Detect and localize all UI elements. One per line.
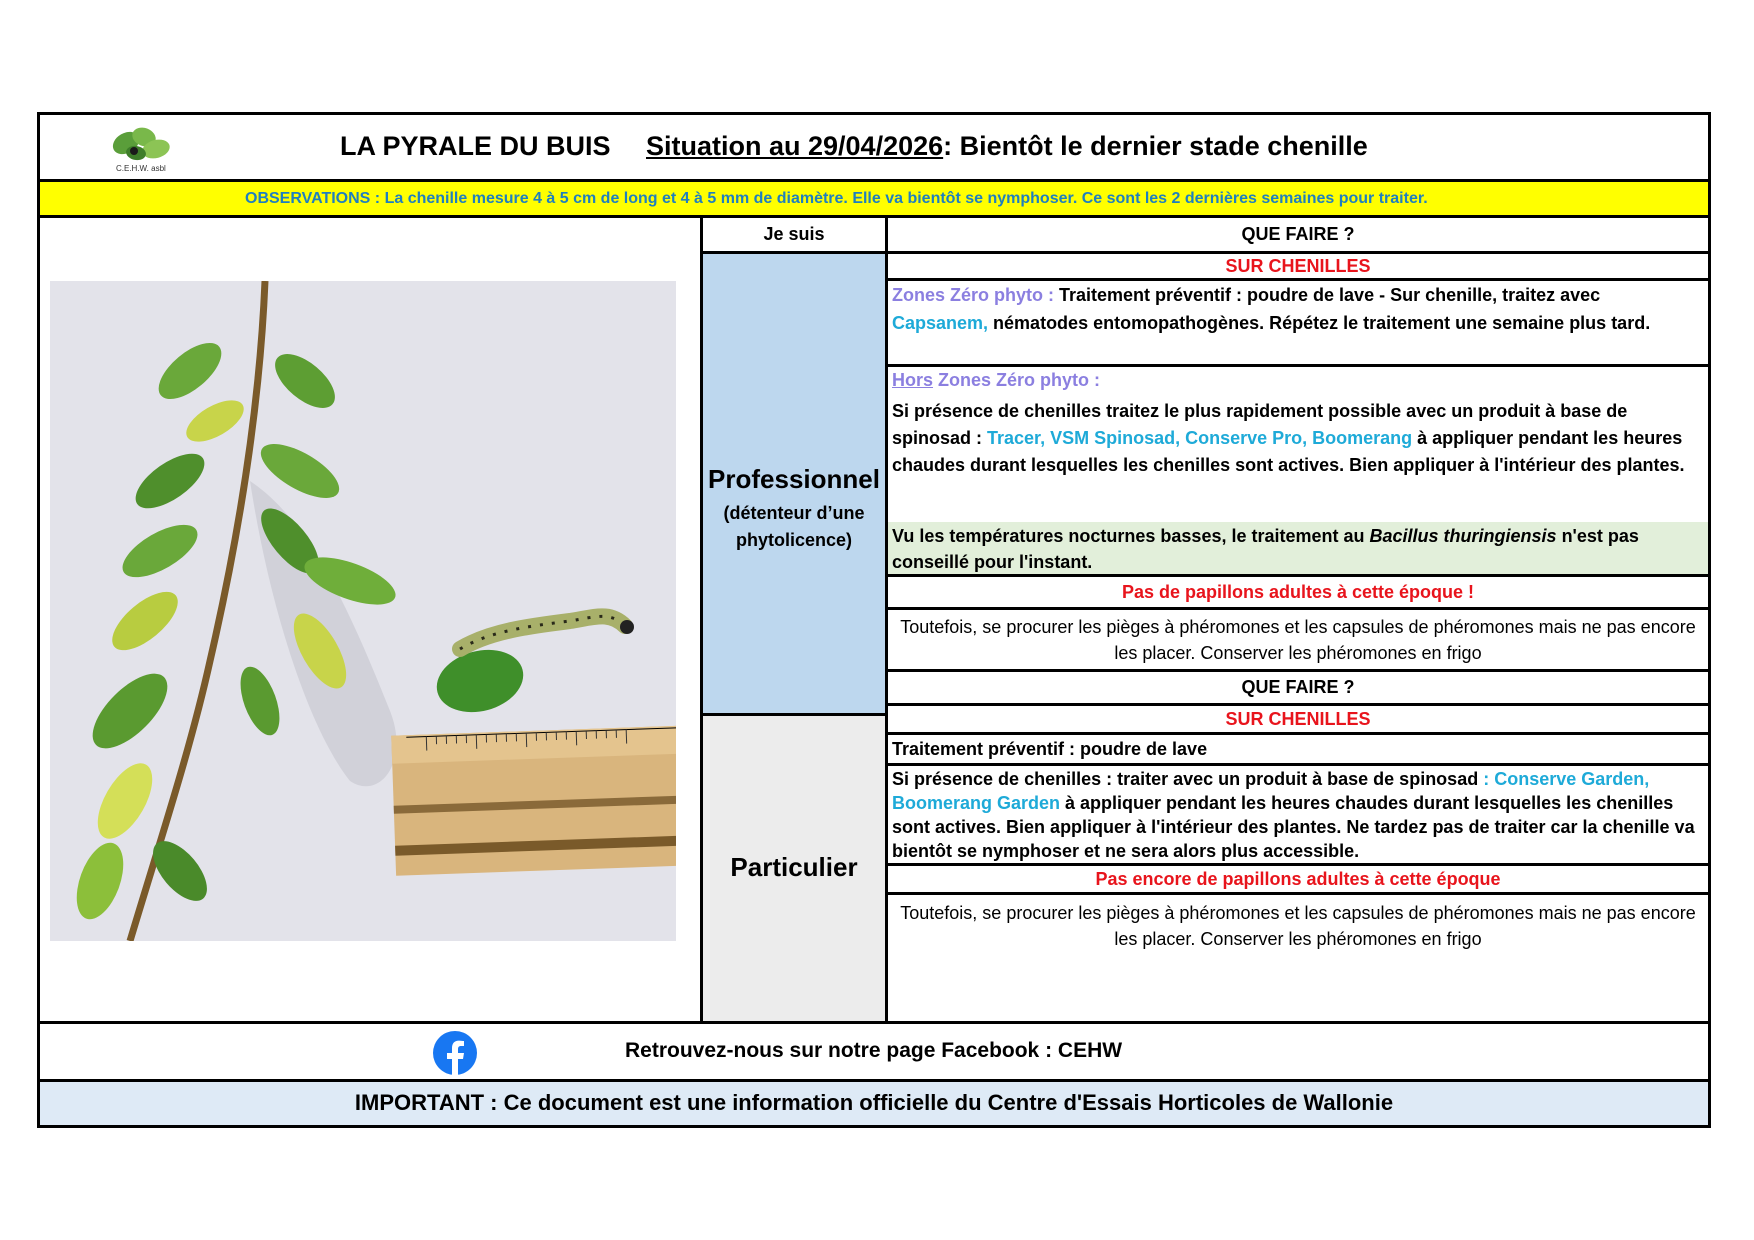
pro-papillons: Pas de papillons adultes à cette époque !: [888, 577, 1708, 610]
part-presence-text-1: Si présence de chenilles : traiter avec un produit à base de spinosad: [892, 769, 1484, 789]
important-banner: IMPORTANT : Ce document est une information officielle du Centre d'Essais Horticoles de Wallonie: [40, 1082, 1708, 1125]
que-faire-column: [888, 218, 1708, 1021]
part-presence-products: : Conserve Garden, Boomerang Garden: [892, 769, 1650, 813]
pro-zones-product: Capsanem,: [892, 313, 989, 333]
pro-hors-text-2: à appliquer pendant les heures chaudes durant lesquelles les chenilles sont actives. Bien appliquer à l'intérieur des plantes.: [892, 428, 1685, 475]
situation-stage: : Bientôt le dernier stade chenille: [943, 131, 1368, 161]
part-presence: [888, 766, 1708, 866]
facebook-link-text[interactable]: Retrouvez-nous sur notre page Facebook : CEHW: [625, 1039, 1123, 1062]
logo-text: C.E.H.W. asbl: [116, 164, 166, 173]
pro-bt-text-1: Vu les températures nocturnes basses, le traitement au: [892, 526, 1370, 546]
professionnel-block: [703, 254, 885, 716]
facebook-icon[interactable]: [432, 1030, 478, 1076]
document-frame: [37, 112, 1711, 1128]
pro-bacillus-note: [888, 522, 1708, 577]
professionnel-subtitle-line-2: phytolicence): [735, 530, 853, 550]
observations-banner: OBSERVATIONS : La chenille mesure 4 à 5 cm de long et 4 à 5 mm de diamètre. Elle va bientôt se nymphoser. Ce sont les 2 dernières semaines pour traiter.: [40, 182, 1708, 218]
professionnel-title: Professionnel: [708, 464, 880, 494]
particulier-block: [703, 716, 885, 1021]
part-preventif: Traitement préventif : poudre de lave: [888, 735, 1708, 766]
professionnel-subtitle-line-1: (détenteur d’une: [723, 503, 865, 523]
photo-cell: [40, 218, 703, 1021]
pro-sur-chenilles: SUR CHENILLES: [888, 254, 1708, 281]
pro-zones-text-1: Traitement préventif : poudre de lave - Sur chenille, traitez avec: [1054, 285, 1601, 305]
pro-zones-label: Zones Zéro phyto :: [892, 285, 1054, 305]
pro-hors-text-1: Si présence de chenilles traitez le plus rapidement possible avec un produit à base de spinosad :: [892, 401, 1628, 448]
part-papillons: Pas encore de papillons adultes à cette époque: [888, 866, 1708, 895]
title-row: [40, 115, 1708, 182]
pro-hors-label-2: Zones Zéro phyto :: [933, 370, 1101, 390]
pro-hors-products: Tracer, VSM Spinosad, Conserve Pro, Boomerang: [987, 428, 1413, 448]
pro-bt-text-2: n'est pas conseillé pour l'instant.: [892, 526, 1639, 572]
que-faire-header: QUE FAIRE ?: [888, 218, 1708, 254]
facebook-row: [40, 1021, 1708, 1082]
pro-bt-species: Bacillus thuringiensis: [1369, 526, 1557, 546]
part-que-faire: QUE FAIRE ?: [888, 672, 1708, 706]
pro-zones-zero-phyto: [888, 281, 1708, 367]
part-presence-text-2: à appliquer pendant les heures chaudes durant lesquelles les chenilles sont actives. Bien appliquer à l'intérieur des plantes. Ne tardez pas de traiter car la chenille va bientôt se nymphoser et ne sera alors plus accessible.: [892, 793, 1695, 861]
pro-hors-label: Hors: [892, 370, 934, 390]
pro-hors-zones: [888, 367, 1708, 522]
pro-zones-text-2: nématodes entomopathogènes. Répétez le traitement une semaine plus tard.: [988, 313, 1651, 333]
caterpillar-photo: [50, 281, 676, 941]
part-pheromones: Toutefois, se procurer les pièges à phéromones et les capsules de phéromones mais ne pas encore les placer. Conserver les phéromones en frigo: [900, 903, 1696, 949]
je-suis-header: Je suis: [703, 218, 885, 254]
particulier-title: Particulier: [730, 852, 858, 882]
part-sur-chenilles: SUR CHENILLES: [888, 706, 1708, 735]
professionnel-subtitle: [703, 500, 885, 554]
situation-date: Situation au 29/04/2026: [646, 131, 944, 161]
page-title: LA PYRALE DU BUIS: [340, 131, 611, 161]
cehw-logo: [104, 121, 184, 175]
situation-title: [646, 131, 1368, 162]
pro-pheromones: Toutefois, se procurer les pièges à phéromones et les capsules de phéromones mais ne pas encore les placer. Conserver les phéromones en frigo: [888, 610, 1708, 672]
je-suis-column: [703, 218, 888, 1021]
